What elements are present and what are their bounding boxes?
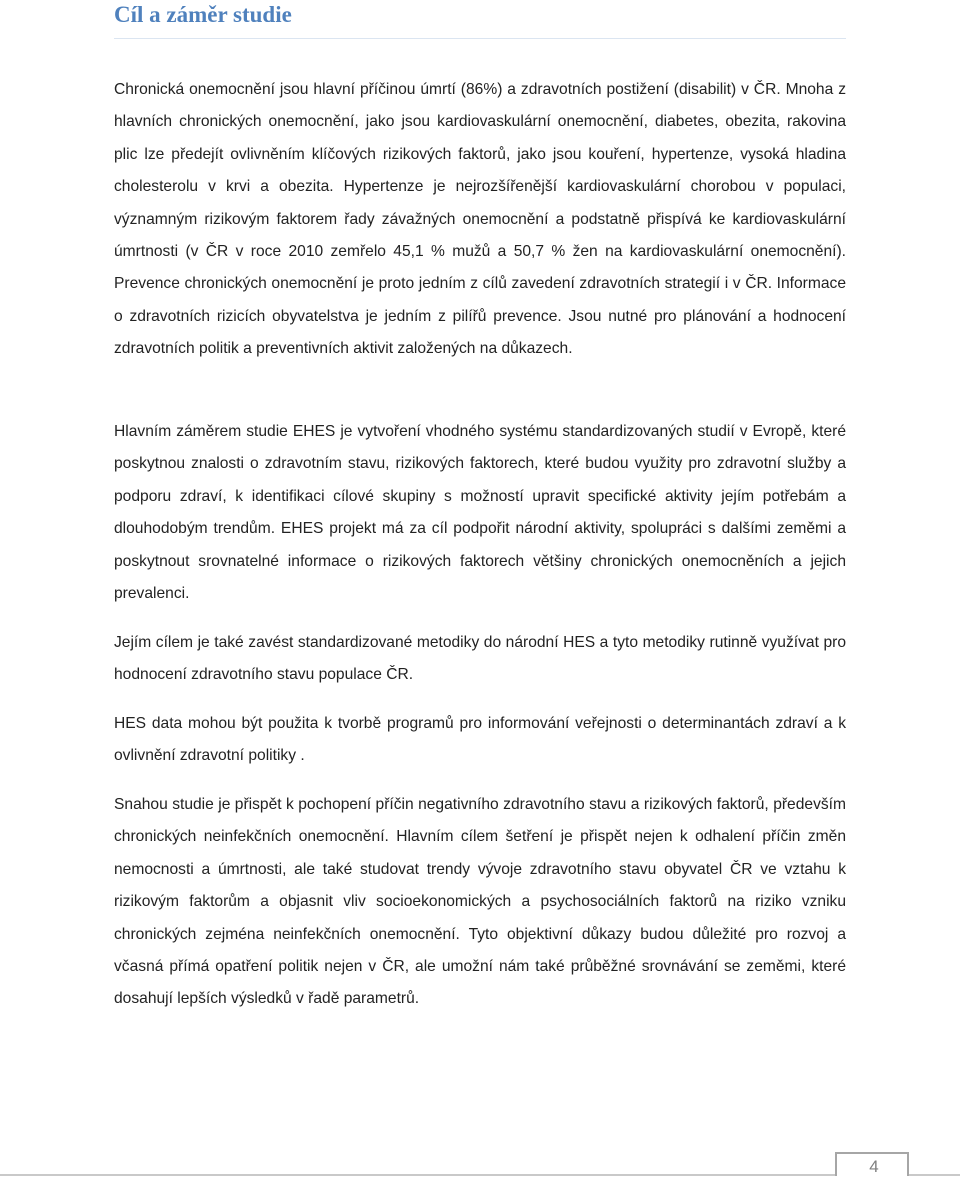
section-heading: Cíl a záměr studie bbox=[114, 2, 292, 27]
paragraph-study-aim: Snahou studie je přispět k pochopení příčin negativního zdravotního stavu a rizikových faktorů, především chronických neinfekčních onemocnění. Hlavním cílem šetření je přispět nejen k odhalení příčin změn nemocnosti a úmrtnosti, ale také studovat trendy vývoje zdravotního stavu obyvatel ČR ve vztahu k rizikovým faktorům a objasnit vliv socioekonomických a psychosociálních faktorů na riziko vzniku chronických zejména neinfekčních onemocnění. Tyto objektivní důkazy budou důležité pro rozvoj a včasná přímá opatření politik nejen v ČR, ale umožní nám také průběžné srovnávání se zeměmi, které dosahují lepších výsledků v řadě parametrů. bbox=[114, 796, 846, 1008]
paragraph-hes-data-use: HES data mohou být použita k tvorbě programů pro informování veřejnosti o determinantách zdraví a k ovlivnění zdravotní politiky . bbox=[114, 715, 846, 765]
paragraph-chronic-diseases: Chronická onemocnění jsou hlavní příčinou úmrtí (86%) a zdravotních postižení (disabilit) v ČR. Mnoha z hlavních chronických onemocnění, jako jsou kardiovaskulární onemocnění, diabetes, obezita, rakovina plic lze předejít ovlivněním klíčových rizikových faktorů, jako jsou kouření, hypertenze, vysoká hladina cholesterolu v krvi a obezita. Hypertenze je nejrozšířenější kardiovaskulární chorobou v populaci, významným rizikovým faktorem řady závažných onemocnění a podstatně přispívá ke kardiovaskulární úmrtnosti (v ČR v roce 2010 zemřelo 45,1 % mužů a 50,7 % žen na kardiovaskulární onemocnění). Prevence chronických onemocnění je proto jedním z cílů zavedení zdravotních strategií i v ČR. Informace o zdravotních rizicích obyvatelstva je jedním z pilířů prevence. Jsou nutné pro plánování a hodnocení zdravotních politik a preventivních aktivit založených na důkazech. bbox=[114, 81, 846, 358]
page-number: 4 bbox=[869, 1157, 879, 1176]
heading-divider bbox=[114, 38, 846, 39]
page-number-tab bbox=[835, 1152, 909, 1176]
paragraph-ehes-goal: Hlavním záměrem studie EHES je vytvoření vhodného systému standardizovaných studií v Evropě, které poskytnou znalosti o zdravotním stavu, rizikových faktorech, které budou využity pro zdravotní služby a podporu zdraví, k identifikaci cílové skupiny s možností upravit specifické aktivity jejím potřebám a dlouhodobým trendům. EHES projekt má za cíl podpořit národní aktivity, spolupráci s dalšími zeměmi a poskytnout srovnatelné informace o rizikových faktorech většiny chronických onemocněních a jejich prevalenci. bbox=[114, 423, 846, 603]
paragraph-standardized-methods: Jejím cílem je také zavést standardizované metodiky do národní HES a tyto metodiky rutinně využívat pro hodnocení zdravotního stavu populace ČR. bbox=[114, 634, 846, 684]
footer-rule bbox=[0, 1174, 960, 1176]
